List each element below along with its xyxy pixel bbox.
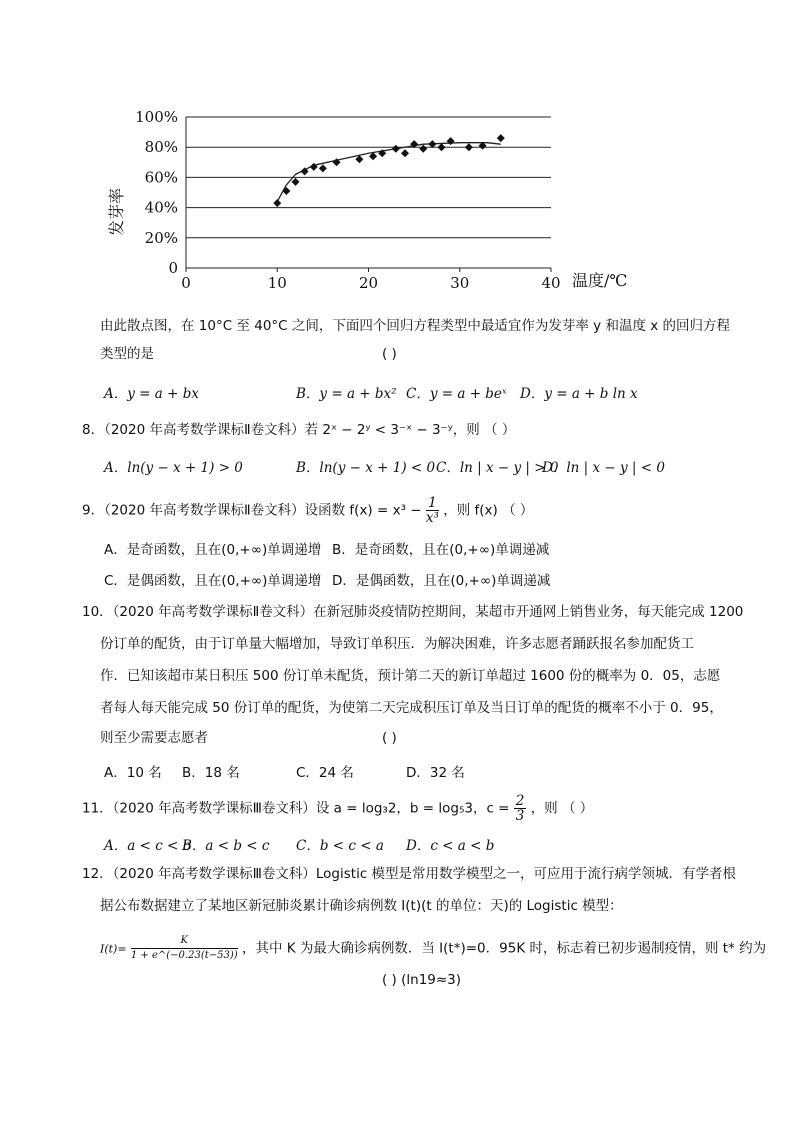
q11-option-b: B．a < b < c	[182, 838, 270, 854]
q12-line4: ( ) (ln19≈3)	[382, 972, 462, 988]
y-tick-label: 20%	[144, 228, 178, 247]
chart-axes	[186, 117, 551, 272]
q8-option-a: A．ln(y − x + 1) > 0	[104, 460, 243, 476]
x-tick-label: 30	[450, 274, 470, 292]
q12-line3-post: ，其中 K 为最大确诊病例数．当 I(t*)=0．95K 时，标志着已初步遏制疫情，则 t* 约为	[241, 940, 767, 957]
q10-line2: 份订单的配货，由于订单量大幅增加，导致订单积压．为解决困难，许多志愿者踊跃报名参加配货工	[100, 636, 694, 652]
q12-fraction	[131, 934, 238, 963]
y-tick-label: 60%	[144, 168, 178, 187]
q12-line1: 12．（2020 年高考数学课标Ⅲ卷文科）Logistic 模型是常用数学模型之一，可应用于流行病学领城．有学者根	[82, 866, 737, 882]
q9-option-c: C．是偶函数，且在(0,+∞)单调递增	[104, 573, 322, 589]
q10-line4: 者每人每天能完成 50 份订单的配货，为使第二天完成积压订单及当日订单的配货的概率不小于 0．95，	[100, 700, 723, 716]
q8-option-d: D．ln | x − y | < 0	[542, 460, 665, 476]
q11-option-a: A．a < c < b	[104, 838, 192, 854]
data-point	[401, 149, 409, 157]
data-point	[419, 145, 427, 153]
data-point	[292, 178, 300, 186]
data-point	[319, 164, 327, 172]
q11-option-d: D．c < a < b	[406, 838, 495, 854]
q9-stem-pre: 9．（2020 年高考数学课标Ⅱ卷文科）设函数 f(x) = x³ −	[82, 502, 422, 519]
fit-curve-group	[277, 143, 501, 202]
q8-stem: 8．（2020 年高考数学课标Ⅱ卷文科）若 2ˣ − 2ʸ < 3⁻ˣ − 3⁻ʸ，则 （ ）	[82, 422, 516, 438]
q7-option-b: B．y = a + bx²	[296, 386, 397, 402]
chart-grid	[186, 117, 551, 238]
q7-answer-paren: ( )	[382, 346, 397, 362]
q9-frac-den: x³	[425, 510, 439, 526]
q11-option-c: C．b < c < a	[296, 838, 384, 854]
data-point	[447, 137, 455, 145]
q9-fraction	[426, 496, 439, 525]
data-point	[497, 134, 505, 142]
y-tick-label: 0	[168, 259, 178, 277]
x-tick-label: 40	[541, 274, 561, 292]
q8-option-c: C．ln | x − y | > 0	[436, 460, 559, 476]
q12-line2: 据公布数据建立了某地区新冠肺炎累计确诊病例数 I(t)(t 的单位：天)的 Logistic 模型：	[100, 898, 623, 914]
q11-frac-den: 3	[515, 808, 525, 824]
data-point	[465, 143, 473, 151]
q10-line3: 作．已知该超市某日积压 500 份订单未配货，预计第二天的新订单超过 1600 份的概率为 0．05，志愿	[100, 668, 721, 684]
y-tick-label: 40%	[144, 198, 178, 217]
data-point	[392, 145, 400, 153]
data-point	[310, 163, 318, 171]
q7-option-c: C．y = a + beˣ	[406, 386, 507, 402]
q10-answer-paren: ( )	[382, 730, 397, 746]
tick-labels	[135, 108, 560, 292]
q7-intro: 由此散点图，在 10°C 至 40°C 之间，下面四个回归方程类型中最适宜作为发芽率 y 和温度 x 的回归方程	[100, 318, 731, 334]
q9-stem-post: ，则 f(x) （ ）	[443, 502, 534, 519]
q10-line1: 10．（2020 年高考数学课标Ⅱ卷文科）在新冠肺炎疫情防控期间，某超市开通网上销售业务，每天能完成 1200	[82, 604, 744, 620]
q9-option-d: D．是偶函数，且在(0,+∞)单调递减	[332, 573, 551, 589]
q7-intro2	[100, 344, 397, 364]
data-points	[273, 134, 505, 207]
q10-option-a: A．10 名	[104, 765, 162, 781]
q12-formula-lhs: I(t)=	[100, 942, 127, 956]
data-point	[273, 199, 281, 207]
q11-stem-post: ，则 （ ）	[530, 800, 594, 817]
q10-option-d: D．32 名	[406, 765, 465, 781]
q9-stem	[82, 496, 533, 525]
x-tick-label: 20	[358, 274, 379, 292]
data-point	[438, 143, 446, 151]
q12-frac-num: K	[131, 934, 238, 949]
q9-option-b: B．是奇函数，且在(0,+∞)单调递减	[332, 542, 550, 558]
x-tick-label: 10	[267, 274, 287, 292]
q11-stem	[82, 794, 593, 823]
q7-option-d: D．y = a + b ln x	[520, 386, 638, 402]
fit-curve	[277, 143, 501, 202]
scatter-chart	[96, 100, 656, 300]
x-axis-label: 温度/℃	[572, 271, 628, 290]
q10-option-b: B．18 名	[182, 765, 240, 781]
q11-stem-pre: 11．（2020 年高考数学课标Ⅲ卷文科）设 a = log₃2，b = log₅3，c =	[82, 800, 510, 817]
q7-option-a: A．y = a + bx	[104, 386, 199, 402]
y-tick-label: 80%	[144, 138, 178, 157]
data-point	[282, 187, 290, 195]
y-tick-label: 100%	[135, 108, 178, 126]
y-axis-label: 发芽率	[107, 187, 126, 237]
q8-option-b: B．ln(y − x + 1) < 0	[296, 460, 436, 476]
q10-line5-text: 则至少需要志愿者	[100, 730, 208, 746]
q12-frac-den: 1 + e^(−0.23(t−53))	[130, 950, 238, 961]
q11-fraction	[514, 794, 527, 823]
q10-option-c: C．24 名	[296, 765, 354, 781]
x-tick-label: 0	[181, 274, 191, 292]
q10-line5	[100, 728, 397, 748]
q11-frac-num: 2	[515, 793, 525, 809]
q9-frac-num: 1	[426, 496, 439, 511]
q12-line3	[100, 934, 766, 963]
q9-option-a: A．是奇函数，且在(0,+∞)单调递增	[104, 542, 322, 558]
q7-intro2-text: 类型的是	[100, 346, 154, 362]
